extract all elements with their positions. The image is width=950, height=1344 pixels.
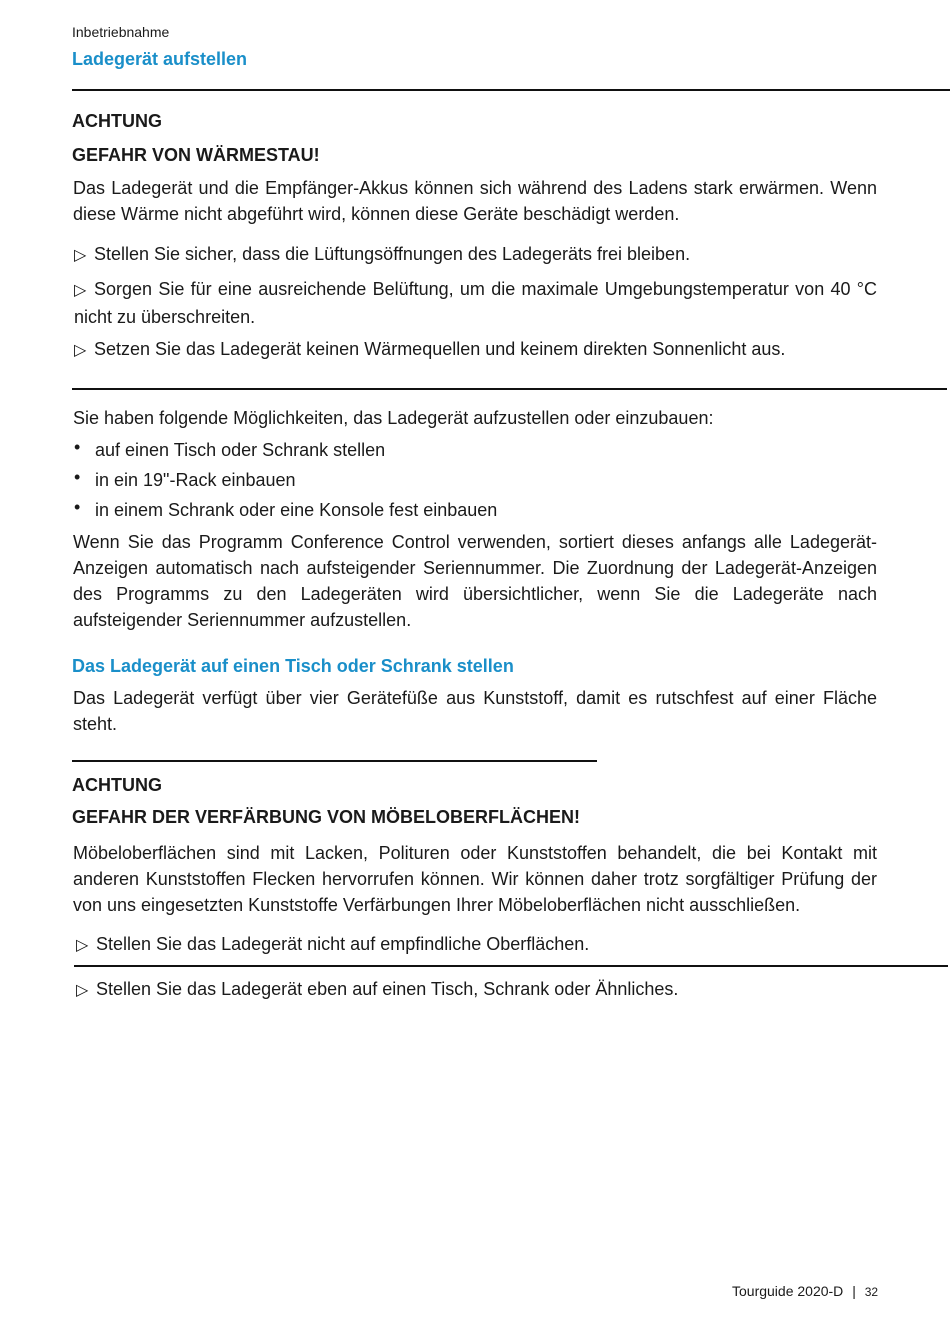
step-text: Stellen Sie das Ladegerät nicht auf empfindliche Oberflächen. [96, 934, 590, 954]
list-item: in ein 19"-Rack einbauen [95, 470, 296, 490]
body-paragraph: Wenn Sie das Programm Conference Control verwenden, sortiert dieses anfangs alle Ladegerät-Anzeigen automatisch nach aufsteigender Seriennummer. Die Zuordnung der Ladegerät-Anzeigen des Programms zu den Ladegeräten wird übersichtlicher, wenn Sie die Ladegeräte nach aufsteigender Seriennummer aufzustellen. [73, 532, 877, 630]
divider [72, 760, 597, 762]
list-item: in einem Schrank oder eine Konsole fest einbauen [95, 500, 498, 520]
warning-text: Das Ladegerät und die Empfänger-Akkus können sich während des Ladens stark erwärmen. Wenn diese Wärme nicht abgeführt wird, können diese Geräte beschädigt werden. [73, 178, 877, 224]
footer-doc: Tourguide 2020-D [732, 1283, 844, 1299]
bullet-icon: • [74, 467, 81, 487]
section-text: Das Ladegerät verfügt über vier Gerätefüße aus Kunststoff, damit es rutschfest auf einer Fläche steht. [73, 688, 877, 734]
list-item: auf einen Tisch oder Schrank stellen [95, 440, 386, 460]
step-item [74, 241, 877, 269]
warning-label: ACHTUNG [72, 775, 162, 795]
page-number: 32 [864, 1285, 879, 1299]
footer [732, 1283, 878, 1299]
intro-text: Sie haben folgende Möglichkeiten, das Ladegerät aufzustellen oder einzubauen: [73, 408, 714, 428]
warning-heading: GEFAHR VON WÄRMESTAU! [72, 145, 320, 165]
footer-separator: | [852, 1283, 856, 1299]
warning-text: Möbeloberflächen sind mit Lacken, Polituren oder Kunststoffen behandelt, die bei Kontakt mit anderen Kunststoffen Flecken hervorrufen können. Wir können daher trotz sorgfältiger Prüfung der von uns eingesetzten Kunststoffe Verfärbungen Ihrer Möbeloberflächen nicht ausschließen. [73, 843, 877, 915]
step-text: Stellen Sie sicher, dass die Lüftungsöffnungen des Ladegeräts frei bleiben. [94, 244, 691, 264]
step-item [76, 976, 876, 1004]
step-text: Setzen Sie das Ladegerät keinen Wärmequellen und keinem direkten Sonnenlicht aus. [94, 339, 786, 359]
section-label: Inbetriebnahme [72, 24, 170, 40]
warning-label: ACHTUNG [72, 111, 162, 131]
step-item [74, 276, 877, 330]
triangle-right-icon: ▷ [74, 282, 87, 299]
triangle-right-icon: ▷ [74, 342, 87, 359]
divider [74, 965, 948, 967]
divider [72, 388, 947, 390]
triangle-right-icon: ▷ [76, 937, 89, 954]
bullet-icon: • [74, 497, 81, 517]
step-text: Sorgen Sie für eine ausreichende Belüftung, um die maximale Umgebungstemperatur von 40 °C nicht zu überschreiten. [74, 279, 877, 327]
divider [72, 89, 950, 91]
section-heading: Das Ladegerät auf einen Tisch oder Schrank stellen [72, 656, 514, 676]
triangle-right-icon: ▷ [74, 247, 87, 264]
bullet-icon: • [74, 437, 81, 457]
triangle-right-icon: ▷ [76, 982, 89, 999]
page-title: Ladegerät aufstellen [72, 49, 248, 69]
step-item [74, 336, 877, 364]
step-text: Stellen Sie das Ladegerät eben auf einen Tisch, Schrank oder Ähnliches. [96, 979, 679, 999]
step-item [76, 931, 876, 959]
warning-heading: GEFAHR DER VERFÄRBUNG VON MÖBELOBERFLÄCHEN! [72, 807, 581, 827]
